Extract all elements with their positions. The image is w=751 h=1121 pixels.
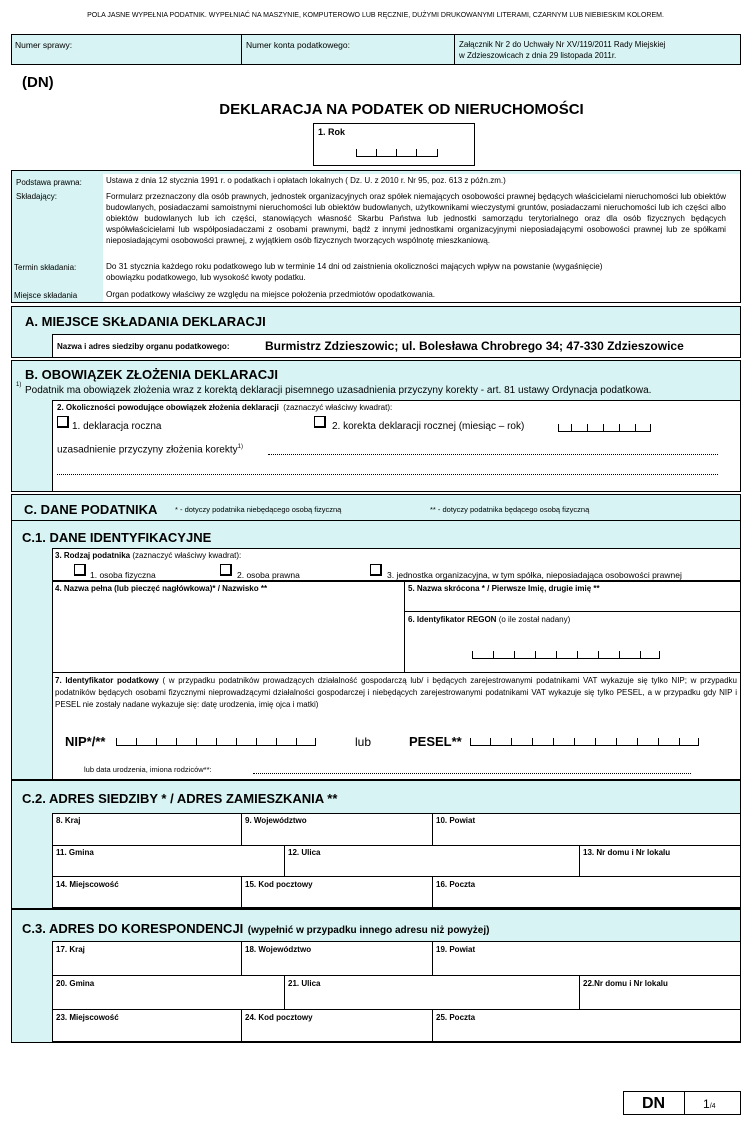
header-row bbox=[11, 34, 741, 65]
c2-title: C.2. ADRES SIEDZIBY * / ADRES ZAMIESZKANIA ** bbox=[22, 791, 338, 806]
uzasadnienie-line1[interactable] bbox=[268, 454, 718, 455]
section-a-title: A. MIEJSCE SKŁADANIA DEKLARACJI bbox=[25, 314, 266, 329]
c3-f24-label: 24. Kod pocztowy bbox=[245, 1013, 313, 1022]
field-7-label: 7. Identyfikator podatkowy bbox=[55, 676, 159, 685]
nip-cells[interactable] bbox=[116, 738, 316, 746]
c3-f17-label: 17. Kraj bbox=[56, 945, 85, 954]
c2-ulica-input[interactable] bbox=[288, 860, 574, 874]
korekta-date-cells[interactable] bbox=[558, 424, 651, 432]
birth-line[interactable] bbox=[253, 773, 691, 774]
c3-f23-label: 23. Miejscowość bbox=[56, 1013, 119, 1022]
c3-f22-label: 22.Nr domu i Nr lokalu bbox=[583, 979, 668, 988]
option2-label: 2. korekta deklaracji rocznej (miesiąc – rok) bbox=[332, 421, 525, 432]
form-code: (DN) bbox=[22, 74, 54, 91]
pesel-label: PESEL** bbox=[409, 734, 462, 749]
field-2-label-wrap bbox=[57, 403, 392, 412]
field-2-hint: (zaznaczyć właściwy kwadrat): bbox=[283, 403, 393, 412]
field-4-label: 4. Nazwa pełna (lub pieczęć nagłówkowa)* / Nazwisko ** bbox=[55, 584, 268, 593]
section-b-title: B. OBOWIĄZEK ZŁOŻENIA DEKLARACJI bbox=[25, 367, 279, 382]
footnote-mark: 1) bbox=[16, 382, 22, 388]
c2-f8-label: 8. Kraj bbox=[56, 816, 81, 825]
footer-page-wrap bbox=[703, 1095, 716, 1113]
c3-wojewodztwo-input[interactable] bbox=[245, 958, 427, 972]
termin-line1: Do 31 stycznia każdego roku podatkowego lub w terminie 14 dni od zaistnienia okoliczności mających wpływ na powstanie (wygaśnięcie) bbox=[106, 262, 603, 271]
c3-f21-label: 21. Ulica bbox=[288, 979, 321, 988]
c2-f14-label: 14. Miejscowość bbox=[56, 880, 119, 889]
podstawa-text: Ustawa z dnia 12 stycznia 1991 r. o podatkach i opłatach lokalnych ( Dz. U. z 2010 r. Nr 95, poz. 613 z późn.zm.) bbox=[106, 176, 506, 185]
organ-value: Burmistrz Zdzieszowic; ul. Bolesława Chrobrego 34; 47-330 Zdzieszowice bbox=[265, 339, 684, 353]
zalacznik-line2: w Zdzieszowicach z dnia 29 listopada 2011r. bbox=[459, 51, 617, 60]
uzasadnienie-line2[interactable] bbox=[57, 474, 718, 475]
field-4[interactable] bbox=[52, 581, 405, 673]
page-title: DEKLARACJA NA PODATEK OD NIERUCHOMOŚCI bbox=[219, 101, 584, 118]
footer-page-total: /4 bbox=[709, 1103, 716, 1110]
field-3-hint: (zaznaczyć właściwy kwadrat): bbox=[132, 551, 242, 560]
c2-nr-domu-input[interactable] bbox=[583, 860, 737, 874]
section-c-title: C. DANE PODATNIKA bbox=[24, 502, 158, 517]
field-6-label: 6. Identyfikator REGON bbox=[408, 615, 497, 624]
section-c-note2: ** - dotyczy podatnika będącego osobą fizyczną bbox=[430, 505, 590, 514]
c2-f13-label: 13. Nr domu i Nr lokalu bbox=[583, 848, 671, 857]
skladajacy-text: Formularz przeznaczony dla osób prawnych, jednostek organizacyjnych oraz spółek niemających osobowości prawnej będących właścicielami nieruchomości lub obiektów budowlanych, posiadaczami samoistnymi nieruchomości lub obiektów budowlanych, użytkownikami wieczystymi gruntów, posiadaczami nieruchomości lub ich części albo obiektów budowlanych lub ich części, stanowiących własność Skarbu Państwa lub jednostki samorządu terytorialnego oraz dla osób fizycznych będących współwłaścicielami lub współposiadaczami z osobami prawnymi, bądź z innymi jednostkami organizacyjnymi nieposiadającymi osobowości prawnej lub ze spółkami nieposiadającymi osobowości prawnej, z wyjątkiem osób fizycznych tworzących wspólnotę mieszkaniową. bbox=[106, 192, 726, 245]
field-6-hint: (o ile został nadany) bbox=[498, 615, 571, 624]
regon-cells[interactable] bbox=[472, 651, 660, 659]
c2-f12-label: 12. Ulica bbox=[288, 848, 321, 857]
c3-kod-input[interactable] bbox=[245, 1025, 427, 1039]
footer-code: DN bbox=[641, 1095, 666, 1112]
podatnik-opt1-label: 1. osoba fizyczna bbox=[90, 570, 156, 580]
c3-kraj-input[interactable] bbox=[56, 958, 236, 972]
field-6-label-wrap bbox=[408, 615, 570, 624]
option1-checkbox[interactable] bbox=[57, 416, 69, 428]
c2-kraj-input[interactable] bbox=[56, 829, 236, 843]
c3-title: C.3. ADRES DO KORESPONDENCJI bbox=[22, 921, 244, 936]
c3-f20-label: 20. Gmina bbox=[56, 979, 95, 988]
lub-text: lub bbox=[355, 735, 372, 749]
termin-line2: obowiązku podatkowego, lub wysokość kwoty podatku. bbox=[106, 273, 306, 282]
c3-hint: (wypełnić w przypadku innego adresu niż powyżej) bbox=[247, 925, 490, 936]
termin-label: Termin składania: bbox=[14, 263, 77, 272]
c3-head bbox=[22, 920, 489, 938]
uzasadnienie-wrap bbox=[57, 444, 243, 455]
c2-f16-label: 16. Poczta bbox=[436, 880, 476, 889]
footer-page: 1 bbox=[703, 1097, 710, 1111]
organ-label: Nazwa i adres siedziby organu podatkowego: bbox=[57, 342, 230, 351]
field-2-label: 2. Okoliczności powodujące obowiązek złożenia deklaracji bbox=[57, 403, 279, 412]
c3-powiat-input[interactable] bbox=[436, 958, 736, 972]
field-3-label: 3. Rodzaj podatnika bbox=[55, 551, 131, 560]
rok-input-cells[interactable] bbox=[356, 149, 438, 157]
podatnik-opt3-checkbox[interactable] bbox=[370, 564, 382, 576]
c3-f19-label: 19. Powiat bbox=[436, 945, 476, 954]
section-c-head bbox=[24, 501, 157, 519]
section-b-note: Podatnik ma obowiązek złożenia wraz z korektą deklaracji pisemnego uzasadnienia przyczyny korekty - art. 81 ustawy Ordynacja podatkowa. bbox=[25, 385, 652, 396]
zalacznik-line1: Załącznik Nr 2 do Uchwały Nr XV/119/2011 Rady Miejskiej bbox=[459, 40, 666, 49]
pesel-cells[interactable] bbox=[470, 738, 699, 746]
c2-kod-input[interactable] bbox=[245, 892, 427, 906]
skladajacy-label: Składający: bbox=[16, 192, 57, 201]
c3-ulica-input[interactable] bbox=[288, 992, 574, 1006]
c2-f15-label: 15. Kod pocztowy bbox=[245, 880, 313, 889]
c3-miejscowosc-input[interactable] bbox=[56, 1025, 236, 1039]
nip-label: NIP*/** bbox=[65, 734, 106, 749]
c1-title: C.1. DANE IDENTYFIKACYJNE bbox=[22, 530, 212, 545]
c3-f18-label: 18. Województwo bbox=[245, 945, 312, 954]
section-c-note1: * - dotyczy podatnika niebędącego osobą fizyczną bbox=[175, 505, 342, 514]
field-7-text: ( w przypadku podatników prowadzących działalność gospodarczą lub/ i będących zarejestrowanymi podatnikami VAT wykazuje się tylko NIP; w przypadku podatników będących osobami fizycznymi nieprowadzącymi działalności gospodarczej i niebędących zarejestrowanymi podatnikami VAT wykazuje się tylko PESEL, a w przypadku gdy NIP i PESEL nie zostały nadane wykazuje się: datę urodzenia, imię ojca i matki) bbox=[55, 676, 737, 709]
field-5-label: 5. Nazwa skrócona * / Pierwsze Imię, drugie imię ** bbox=[408, 584, 600, 593]
uzasadnienie-label: uzasadnienie przyczyny złożenia korekty bbox=[57, 444, 238, 456]
c2-f11-label: 11. Gmina bbox=[56, 848, 94, 857]
podatnik-opt2-label: 2. osoba prawna bbox=[237, 570, 300, 580]
c2-miejscowosc-input[interactable] bbox=[56, 892, 236, 906]
numer-konta-label: Numer konta podatkowego: bbox=[246, 40, 350, 50]
podatnik-opt1-checkbox[interactable] bbox=[74, 564, 86, 576]
c2-f10-label: 10. Powiat bbox=[436, 816, 476, 825]
c2-poczta-input[interactable] bbox=[436, 892, 736, 906]
top-note: POLA JASNE WYPEŁNIA PODATNIK. WYPEŁNIAĆ NA MASZYNIE, KOMPUTEROWO LUB RĘCZNIE, DUŻYMI DRUKOWANYMI LITERAMI, CZARNYM LUB NIEBIESKIM KOLOREM. bbox=[87, 12, 664, 19]
c2-wojewodztwo-input[interactable] bbox=[245, 829, 427, 843]
c3-nr-domu-input[interactable] bbox=[583, 992, 737, 1006]
c2-powiat-input[interactable] bbox=[436, 829, 736, 843]
miejsce-label: Miejsce składania bbox=[14, 291, 78, 300]
birth-label: lub data urodzenia, imiona rodziców**: bbox=[84, 765, 212, 774]
c3-poczta-input[interactable] bbox=[436, 1025, 736, 1039]
c3-gmina-input[interactable] bbox=[56, 992, 280, 1006]
option1-label: 1. deklaracja roczna bbox=[72, 421, 162, 432]
miejsce-text: Organ podatkowy właściwy ze względu na miejsce położenia przedmiotów opodatkowania. bbox=[106, 290, 436, 299]
option2-checkbox[interactable] bbox=[314, 416, 326, 428]
podatnik-opt2-checkbox[interactable] bbox=[220, 564, 232, 576]
field-7-text-wrap bbox=[55, 675, 737, 711]
c2-f9-label: 9. Województwo bbox=[245, 816, 307, 825]
rok-label: 1. Rok bbox=[318, 127, 346, 137]
podatnik-opt3-label: 3. jednostka organizacyjna, w tym spółka, nieposiadająca osobowości prawnej bbox=[387, 570, 682, 580]
c3-f25-label: 25. Poczta bbox=[436, 1013, 476, 1022]
field-3-label-wrap bbox=[55, 551, 241, 560]
podstawa-label: Podstawa prawna: bbox=[16, 178, 82, 187]
uzasadnienie-mark: 1) bbox=[237, 444, 243, 450]
c2-gmina-input[interactable] bbox=[56, 860, 280, 874]
numer-sprawy-label: Numer sprawy: bbox=[15, 40, 73, 50]
